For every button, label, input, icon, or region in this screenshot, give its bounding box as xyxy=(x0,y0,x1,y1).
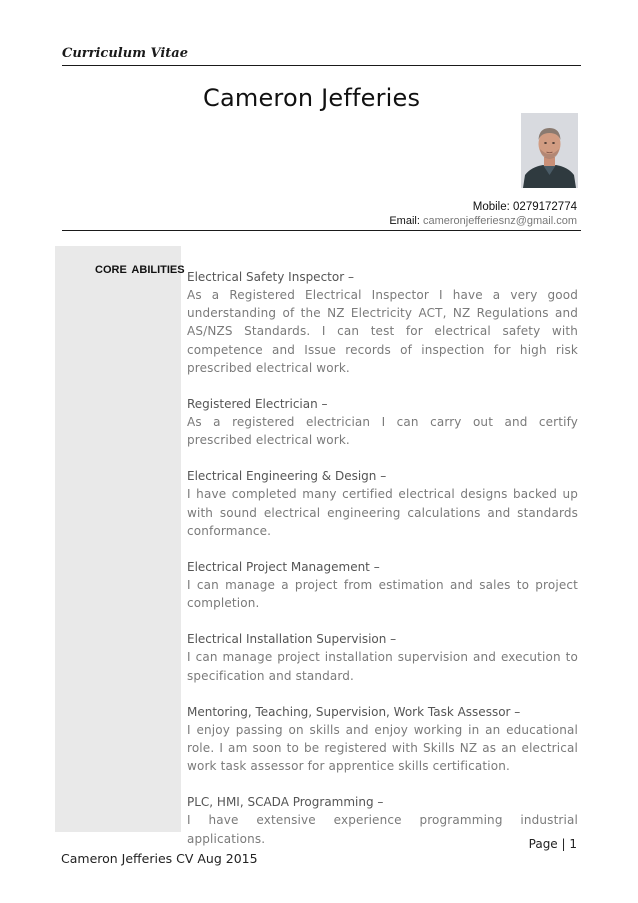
ability-title: Registered Electrician – xyxy=(187,397,328,412)
mobile-label: Mobile: xyxy=(472,201,510,213)
mobile-contact xyxy=(473,201,577,213)
ability-title: Electrical Safety Inspector – xyxy=(187,270,354,284)
portrait-image xyxy=(521,113,578,188)
page-number: Page | 1 xyxy=(528,837,577,851)
ability-item xyxy=(187,703,578,776)
ability-description: I can manage a project from estimation and sales to project completion. xyxy=(187,578,578,611)
document-header-label: Curriculum Vitae xyxy=(62,46,188,61)
profile-photo xyxy=(521,113,578,188)
email-label: Email: xyxy=(389,215,420,227)
contact-divider xyxy=(62,230,581,231)
ability-description: I have completed many certified electrical designs backed up with sound electrical engineering calculations and standards conformance. xyxy=(187,487,578,538)
ability-item xyxy=(187,467,578,540)
ability-title: Electrical Engineering & Design – xyxy=(187,469,387,484)
ability-description: As a registered electrician I can carry out and certify prescribed electrical work. xyxy=(187,415,578,448)
section-heading-core-abilities: CORE ABILITIES xyxy=(95,264,185,276)
mobile-value: 0279172774 xyxy=(513,201,577,213)
section-sidebar xyxy=(55,246,181,832)
candidate-name: Cameron Jefferies xyxy=(203,84,421,112)
ability-description: I enjoy passing on skills and enjoy working in an educational role. I am soon to be registered with Skills NZ as an electrical work task assessor for apprentice skills certification. xyxy=(187,722,578,774)
ability-title: Electrical Installation Supervision – xyxy=(187,632,397,647)
core-abilities-list xyxy=(187,268,578,866)
ability-item xyxy=(187,793,578,847)
email-link[interactable]: cameronjefferiesnz@gmail.com xyxy=(422,215,577,227)
ability-item xyxy=(187,630,578,684)
ability-description: As a Registered Electrical Inspector I have a very good understanding of the NZ Electricity ACT, NZ Regulations and AS/NZS Standards. I can test for electrical safety with competence and Issue records of inspection for high risk prescribed electrical work. xyxy=(187,288,578,375)
ability-description: I can manage project installation supervision and execution to specification and standard. xyxy=(187,650,578,683)
ability-item xyxy=(187,395,578,449)
ability-item xyxy=(187,558,578,612)
ability-description: I have extensive experience programming industrial applications. xyxy=(187,813,578,846)
ability-item xyxy=(187,268,578,377)
ability-title: PLC, HMI, SCADA Programming – xyxy=(187,795,384,810)
header-divider xyxy=(62,65,581,66)
ability-title: Electrical Project Management – xyxy=(187,560,380,575)
footer-text: Cameron Jefferies CV Aug 2015 xyxy=(61,851,258,866)
email-contact xyxy=(389,215,577,227)
ability-title: Mentoring, Teaching, Supervision, Work Task Assessor – xyxy=(187,704,521,719)
